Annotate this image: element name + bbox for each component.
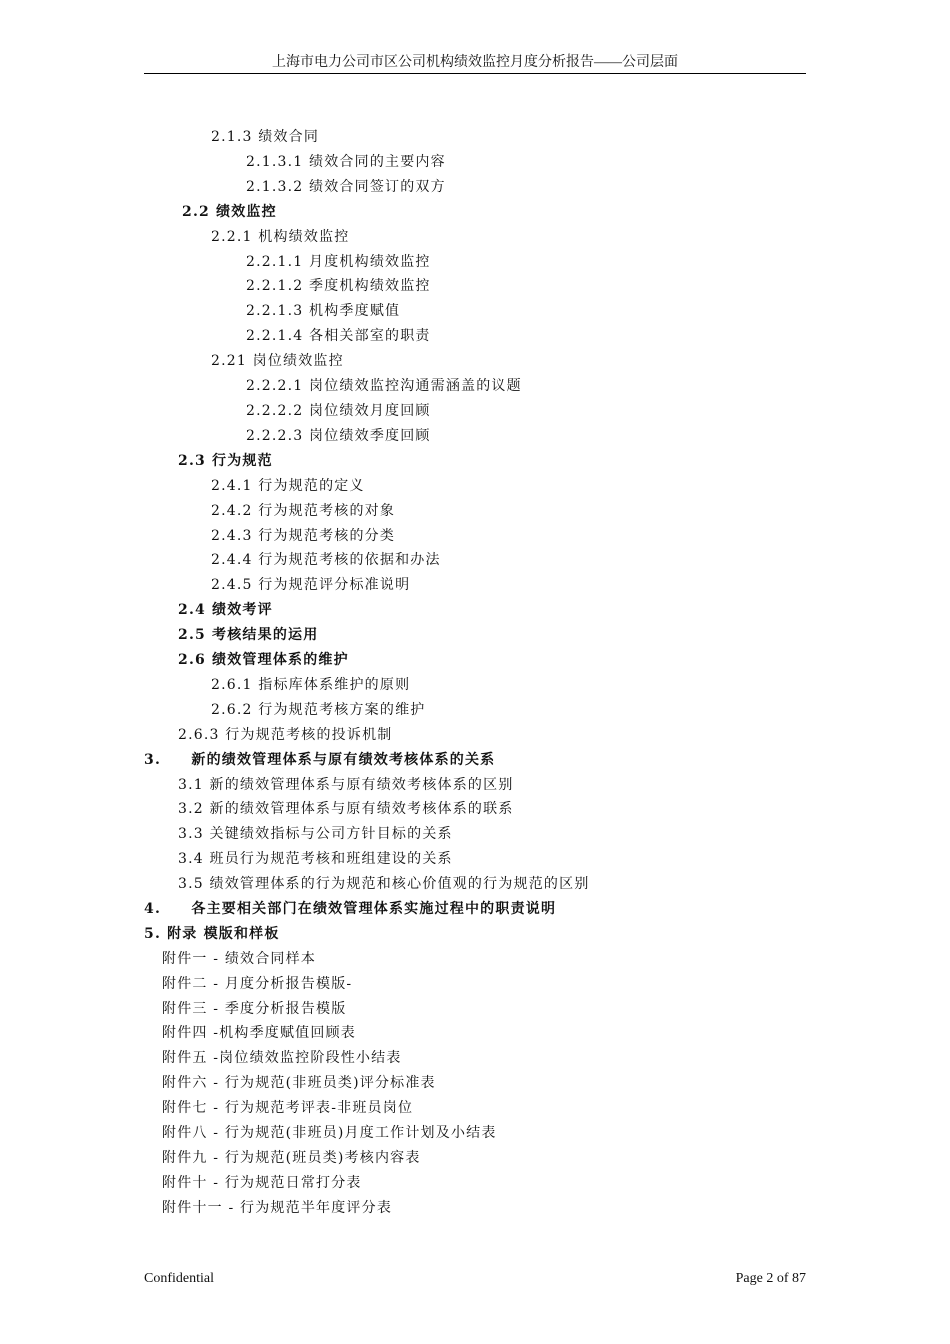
toc-entry-appendix-5[interactable]: 附件五 -岗位绩效监控阶段性小结表: [162, 1050, 402, 1066]
toc-entry-2-2-2-2[interactable]: 2.2.2.2 岗位绩效月度回顾: [246, 403, 431, 419]
toc-entry-2-21[interactable]: 2.21 岗位绩效监控: [211, 353, 344, 369]
toc-entry-2-2-1-2[interactable]: 2.2.1.2 季度机构绩效监控: [246, 278, 431, 294]
toc-entry-4[interactable]: 4. 各主要相关部门在绩效管理体系实施过程中的职责说明: [144, 901, 557, 917]
toc-entry-2-2-1-3[interactable]: 2.2.1.3 机构季度赋值: [246, 303, 401, 319]
toc-entry-appendix-4[interactable]: 附件四 -机构季度赋值回顾表: [162, 1025, 356, 1041]
toc-entry-2-2-2-1[interactable]: 2.2.2.1 岗位绩效监控沟通需涵盖的议题: [246, 378, 522, 394]
toc-entry-2-2-1-1[interactable]: 2.2.1.1 月度机构绩效监控: [246, 254, 431, 270]
toc-entry-2-4-4[interactable]: 2.4.4 行为规范考核的依据和办法: [211, 552, 441, 568]
toc-entry-2-2-1-4[interactable]: 2.2.1.4 各相关部室的职责: [246, 328, 431, 344]
toc-entry-2-2-2-3[interactable]: 2.2.2.3 岗位绩效季度回顾: [246, 428, 431, 444]
toc-entry-2-4-5[interactable]: 2.4.5 行为规范评分标准说明: [211, 577, 411, 593]
toc-entry-3[interactable]: 3. 新的绩效管理体系与原有绩效考核体系的关系: [144, 752, 496, 768]
toc-entry-2-4-3[interactable]: 2.4.3 行为规范考核的分类: [211, 528, 396, 544]
toc-entry-3-2[interactable]: 3.2 新的绩效管理体系与原有绩效考核体系的联系: [178, 801, 514, 817]
toc-entry-2-6-3[interactable]: 2.6.3 行为规范考核的投诉机制: [178, 727, 393, 743]
toc-entry-appendix-3[interactable]: 附件三 - 季度分析报告模版: [162, 1001, 347, 1017]
toc-entry-2-6[interactable]: 2.6 绩效管理体系的维护: [178, 652, 349, 668]
page-header-title: 上海市电力公司市区公司机构绩效监控月度分析报告——公司层面: [272, 55, 678, 70]
toc-entry-appendix-6[interactable]: 附件六 - 行为规范(非班员类)评分标准表: [162, 1075, 436, 1091]
toc-entry-2-1-3-2[interactable]: 2.1.3.2 绩效合同签订的双方: [246, 179, 446, 195]
footer-confidential: Confidential: [144, 1271, 214, 1286]
toc-entry-appendix-2[interactable]: 附件二 - 月度分析报告模版-: [162, 976, 353, 992]
toc-entry-2-3[interactable]: 2.3 行为规范: [178, 453, 273, 469]
toc-entry-5[interactable]: 5. 附录 模版和样板: [144, 926, 280, 942]
footer-page-number: Page 2 of 87: [735, 1271, 806, 1286]
toc-entry-appendix-9[interactable]: 附件九 - 行为规范(班员类)考核内容表: [162, 1150, 421, 1166]
toc-entry-2-5[interactable]: 2.5 考核结果的运用: [178, 627, 319, 643]
toc-entry-2-6-1[interactable]: 2.6.1 指标库体系维护的原则: [211, 677, 411, 693]
toc-entry-appendix-1[interactable]: 附件一 - 绩效合同样本: [162, 951, 317, 967]
toc-entry-3-3[interactable]: 3.3 关键绩效指标与公司方针目标的关系: [178, 826, 453, 842]
toc-entry-appendix-11[interactable]: 附件十一 - 行为规范半年度评分表: [162, 1200, 393, 1216]
toc-entry-2-1-3[interactable]: 2.1.3 绩效合同: [211, 129, 320, 145]
toc-entry-3-5[interactable]: 3.5 绩效管理体系的行为规范和核心价值观的行为规范的区别: [178, 876, 590, 892]
toc-entry-2-6-2[interactable]: 2.6.2 行为规范考核方案的维护: [211, 702, 426, 718]
toc-entry-3-1[interactable]: 3.1 新的绩效管理体系与原有绩效考核体系的区别: [178, 777, 514, 793]
toc-entry-3-4[interactable]: 3.4 班员行为规范考核和班组建设的关系: [178, 851, 453, 867]
toc-entry-2-4[interactable]: 2.4 绩效考评: [178, 602, 273, 618]
toc-entry-2-2[interactable]: 2.2 绩效监控: [182, 204, 277, 220]
toc-entry-2-4-2[interactable]: 2.4.2 行为规范考核的对象: [211, 503, 396, 519]
toc-entry-2-1-3-1[interactable]: 2.1.3.1 绩效合同的主要内容: [246, 154, 446, 170]
toc-entry-2-4-1[interactable]: 2.4.1 行为规范的定义: [211, 478, 365, 494]
toc-entry-appendix-7[interactable]: 附件七 - 行为规范考评表-非班员岗位: [162, 1100, 414, 1116]
toc-entry-2-2-1[interactable]: 2.2.1 机构绩效监控: [211, 229, 350, 245]
toc-entry-appendix-10[interactable]: 附件十 - 行为规范日常打分表: [162, 1175, 362, 1191]
toc-entry-appendix-8[interactable]: 附件八 - 行为规范(非班员)月度工作计划及小结表: [162, 1125, 497, 1141]
